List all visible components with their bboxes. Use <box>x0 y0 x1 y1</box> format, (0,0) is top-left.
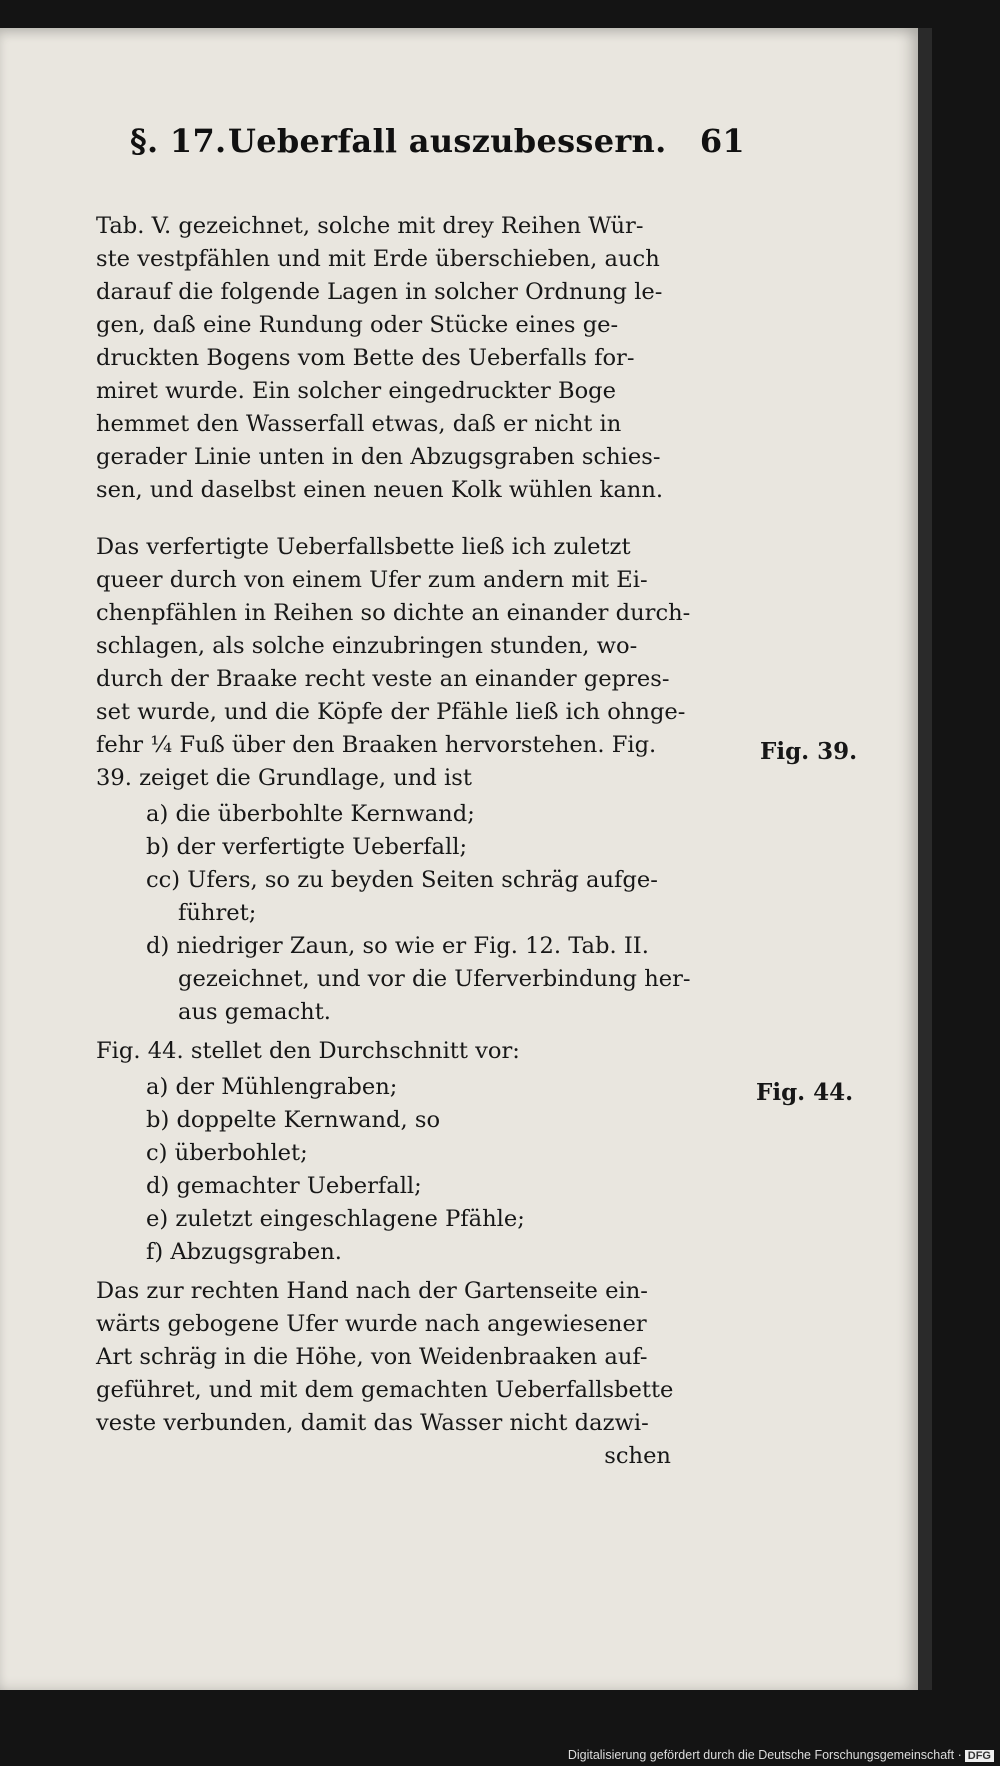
text-line: fehr ¼ Fuß über den Braaken hervorstehen. Fig. <box>96 732 657 758</box>
dfg-logo: DFG <box>965 1750 994 1762</box>
list-item: c) überbohlet; <box>146 1140 308 1166</box>
text-line: veste verbunden, damit das Wasser nicht dazwi- <box>96 1410 649 1436</box>
figure-44-legend <box>96 1071 761 1269</box>
margin-note-fig44: Fig. 44. <box>756 1079 854 1106</box>
footer-text: Digitalisierung gefördert durch die Deutsche Forschungsgemeinschaft · <box>567 1748 962 1762</box>
list-item: d) gemachter Ueberfall; <box>146 1173 422 1199</box>
list-item: a) der Mühlengraben; <box>146 1074 398 1100</box>
list-item: f) Abzugsgraben. <box>146 1239 342 1265</box>
digitization-footer <box>568 1748 994 1762</box>
page-number: 61 <box>699 122 745 160</box>
paragraph-2 <box>96 531 761 795</box>
text-line: geführet, und mit dem gemachten Ueberfallsbette <box>96 1377 674 1403</box>
catchword: schen <box>604 1443 671 1469</box>
text-line: Fig. 44. stellet den Durchschnitt vor: <box>96 1038 520 1064</box>
list-item: b) doppelte Kernwand, so <box>146 1107 441 1133</box>
list-item: cc) Ufers, so zu beyden Seiten schräg aufge- <box>146 867 658 893</box>
text-line: sen, und daselbst einen neuen Kolk wühlen kann. <box>96 477 664 503</box>
list-item-continuation: gezeichnet, und vor die Uferverbindung her- <box>178 966 691 992</box>
text-line: wärts gebogene Ufer wurde nach angewiesener <box>96 1311 647 1337</box>
list-item-continuation: aus gemacht. <box>178 999 331 1025</box>
figure-39-legend <box>96 798 761 1029</box>
list-item: b) der verfertigte Ueberfall; <box>146 834 468 860</box>
paragraph-3 <box>96 1275 761 1473</box>
text-line: hemmet den Wasserfall etwas, daß er nicht in <box>96 411 622 437</box>
text-line: Das verfertigte Ueberfallsbette ließ ich zuletzt <box>96 534 631 560</box>
page-edge <box>918 28 932 1690</box>
text-line: Das zur rechten Hand nach der Gartenseite ein- <box>96 1278 648 1304</box>
figure-44-intro <box>96 1035 761 1068</box>
text-line: schlagen, als solche einzubringen stunden, wo- <box>96 633 638 659</box>
text-line: 39. zeiget die Grundlage, und ist <box>96 765 472 791</box>
paragraph-1 <box>96 210 761 507</box>
text-line: gerader Linie unten in den Abzugsgraben schies- <box>96 444 661 470</box>
text-line: darauf die folgende Lagen in solcher Ordnung le- <box>96 279 663 305</box>
text-line: gen, daß eine Rundung oder Stücke eines ge- <box>96 312 619 338</box>
page-body <box>96 210 761 1473</box>
text-line: Art schräg in die Höhe, von Weidenbraaken auf- <box>96 1344 648 1370</box>
list-item: d) niedriger Zaun, so wie er Fig. 12. Tab. II. <box>146 933 649 959</box>
text-line: miret wurde. Ein solcher eingedruckter Boge <box>96 378 617 404</box>
text-line: chenpfählen in Reihen so dichte an einander durch- <box>96 600 691 626</box>
text-line: ste vestpfählen und mit Erde überschieben, auch <box>96 246 660 272</box>
section-number: §. 17. <box>130 122 227 160</box>
text-line: durch der Braake recht veste an einander gepres- <box>96 666 670 692</box>
margin-note-fig39: Fig. 39. <box>760 738 858 765</box>
page-title: Ueberfall auszubessern. <box>228 122 667 160</box>
list-item: e) zuletzt eingeschlagene Pfähle; <box>146 1206 525 1232</box>
text-line: queer durch von einem Ufer zum andern mit Ei- <box>96 567 648 593</box>
list-item: a) die überbohlte Kernwand; <box>146 801 475 827</box>
list-item-continuation: führet; <box>178 900 257 926</box>
text-line: set wurde, und die Köpfe der Pfähle ließ ich ohnge- <box>96 699 686 725</box>
text-line: Tab. V. gezeichnet, solche mit drey Reihen Wür- <box>96 213 644 239</box>
text-line: druckten Bogens vom Bette des Ueberfalls for- <box>96 345 635 371</box>
